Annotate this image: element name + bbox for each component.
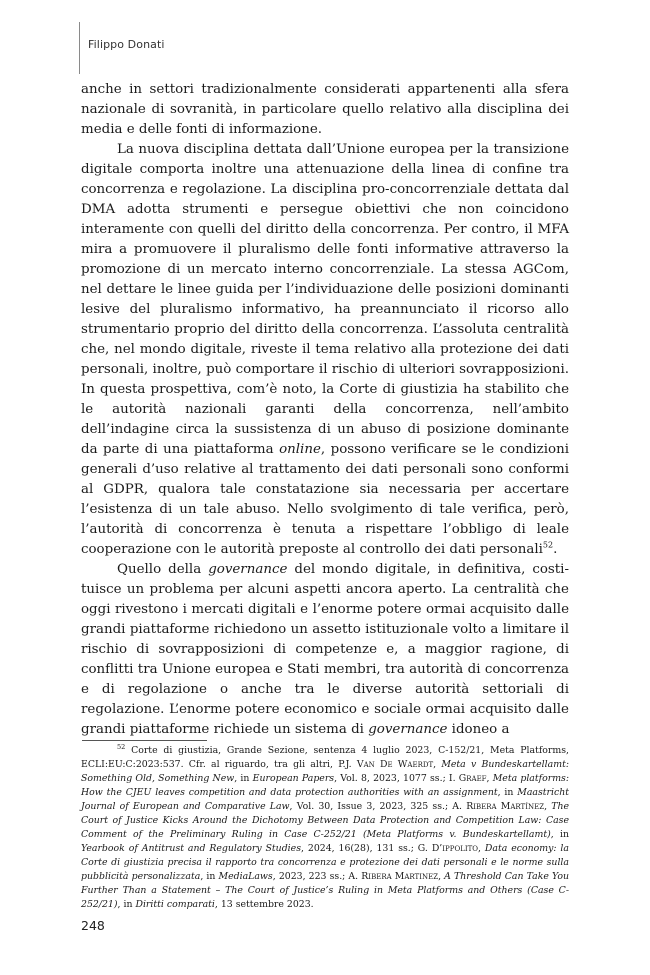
author-ribera-martinez-2: Ribera Martinez (361, 871, 439, 882)
page-number: 248 (81, 918, 105, 933)
paragraph-3-text-c: idoneo a (447, 722, 510, 737)
paragraph-2-italic-online: online (279, 442, 321, 457)
journal-yearbook-antitrust: Yearbook of Antitrust and Regulatory Studies (81, 843, 301, 854)
journal-diritti-comparati: Diritti comparati (135, 899, 215, 910)
running-header (79, 22, 165, 74)
author-graef: Graef (458, 773, 487, 784)
footnote-52 (81, 744, 569, 912)
footnote-52-text: $^{52}$ Corte di giustizia, Grande Sezione, sentenza 4 luglio 2023, C-152/21, Meta Platforms, ECLI:EU:C:2023:537. Cfr. al riguardo, tra gli altri, P.J. Van De Waerdt, Meta v Bundeskartellamt: Something Old, Something New, in European Papers, Vol. 8, 2023, 1077 ss.; I. Graef, Meta platforms: How the CJEU leaves competition and data protection authorities with an assignment, in Maastricht Journal of European and Comparative Law, Vol. 30, Issue 3, 2023, 325 ss.; A. Ribera Martínez, The Court of Justice Kicks Around the Dichotomy Between Data Protection and Competition Law: Case Comment of the Preliminary Ruling in Case C-252/21 (Meta Platforms v. Bundeskartellamt), in Yearbook of Antitrust and Regulatory Studies, 2024, 16(28), 131 ss.; G. D’ippolito, Data economy: la Corte di giustizia precisa il rapporto tra concorrenza e protezione dei dati personali e le norme sulla pubblicità personalizzata, in MediaLaws, 2023, 223 ss.; A. Ribera Martinez, A Threshold Can Take You Further Than a Statement – The Court of Justice’s Ruling in Meta Platforms and Others (Case C-252/21), in Diritti comparati, 13 settembre 2023. (81, 742, 569, 910)
paragraph-3-text-a: Quello della (117, 562, 209, 577)
paragraph-3 (81, 560, 569, 740)
paragraph-3-italic-governance-1: governance (208, 562, 288, 577)
footnote-separator (82, 740, 207, 741)
title-meta-v-bundeskartellamt: Meta v Bundeskartellamt: Something Old, Something New (81, 759, 569, 784)
title-meta-platforms-cjeu: Meta platforms: How the CJEU leaves competition and data protection authorities with an assignment (81, 773, 569, 798)
journal-medialaws: MediaLaws (218, 871, 273, 882)
title-court-kicks-around: The Court of Justice Kicks Around the Dichotomy Between Data Protection and Competition Law: Case Comment of the Preliminary Ruling in Case C-252/21 (Meta Platforms v. Bundeskartellamt) (81, 801, 569, 840)
paragraph-3-italic-governance-2: governance (368, 722, 448, 737)
paragraph-2-text-b: , possono verificare se le condizioni generali d’uso relative al trattamento dei dati personali sono conformi al GDPR, qualora tale constatazione sia necessaria per accertare l’esistenza di un tale abuso. Nello svolgimento di tale verifica, però, l’autorità di concorrenza è tenuta a rispettare l’obbligo di leale cooperazione con le autorità preposte al controllo dei dati personali (81, 442, 569, 557)
journal-european-papers: European Papers (252, 773, 335, 784)
title-threshold: A Threshold Can Take You Further Than a Statement – The Court of Justice’s Ruling in Meta Platforms and Others (Case C-252/21) (81, 871, 569, 910)
paragraph-2-text-c: . (553, 542, 558, 557)
paragraph-3-text-b: del mondo digitale, in definitiva, costituisce un problema per alcuni aspetti ancora aperto. La centralità che oggi rivestono i mercati digitali e l’enorme potere ormai acquisito dalle grandi piattaforme richiedono un assetto istituzionale volto a limitare il rischio di sovrapposizioni di competenze e, a maggior ragione, di conflitti tra Unione europea e Stati membri, tra autorità di concorrenza e di regolazione o anche tra le diverse autorità settoriali di regolazione. L’enorme potere economico e sociale ormai acquisito dalle grandi piattaforme richiede un sistema di (81, 562, 569, 737)
footnote-number: 52 (117, 742, 126, 751)
journal-maastricht: Maastricht Journal of European and Comparative Law (81, 787, 569, 812)
author-ribera-martinez-1: Ribera Martínez (466, 801, 545, 812)
header-author: Filippo Donati (88, 38, 165, 51)
paragraph-2-text-a: La nuova disciplina dettata dall’Unione europea per la transizione digitale comporta inoltre una attenuazione della linea di confine tra concorrenza e regolazione. La disciplina pro-concorrenziale dettata dal DMA adotta strumenti e persegue obiettivi che non coincidono interamente con quelli del diritto della concorrenza. Per contro, il MFA mira a promuovere il pluralismo delle fonti informative attraverso la promozione di un mercato interno concorrenziale. La stessa AGCom, nel dettare le linee guida per l’individuazione delle posizioni dominanti lesive del pluralismo informativo, ha preannunciato il ricorso allo strumentario proprio del diritto della concorrenza. L’assoluta centralità che, nel mondo digitale, riveste il tema relativo alla protezione dei dati personali, inoltre, può comportare il rischio di ulteriori sovrapposizioni. In questa prospettiva, com’è noto, la Corte di giustizia ha stabilito che le autorità nazionali garanti della concorrenza, nell’ambito dell’indagine circa la sussistenza di un abuso di posizione dominante da parte di una piattaforma (81, 142, 569, 457)
author-van-de-waerdt: Van De Waerdt (356, 759, 434, 770)
title-data-economy: Data economy: la Corte di giustizia precisa il rapporto tra concorrenza e protezione dei dati personali e le norme sulla pubblicità personalizzata (81, 843, 569, 882)
paragraph-1 (81, 80, 569, 140)
author-dippolito: D’ippolito (431, 843, 479, 854)
main-text (81, 80, 569, 740)
paragraph-2 (81, 140, 569, 560)
footnote-reference-52[interactable]: 52 (542, 540, 554, 550)
paragraph-1-text: anche in settori tradizionalmente considerati appartenenti alla sfera nazionale di sovranità, in particolare quello relativo alla disciplina dei media e delle fonti di informazione. (81, 82, 569, 137)
